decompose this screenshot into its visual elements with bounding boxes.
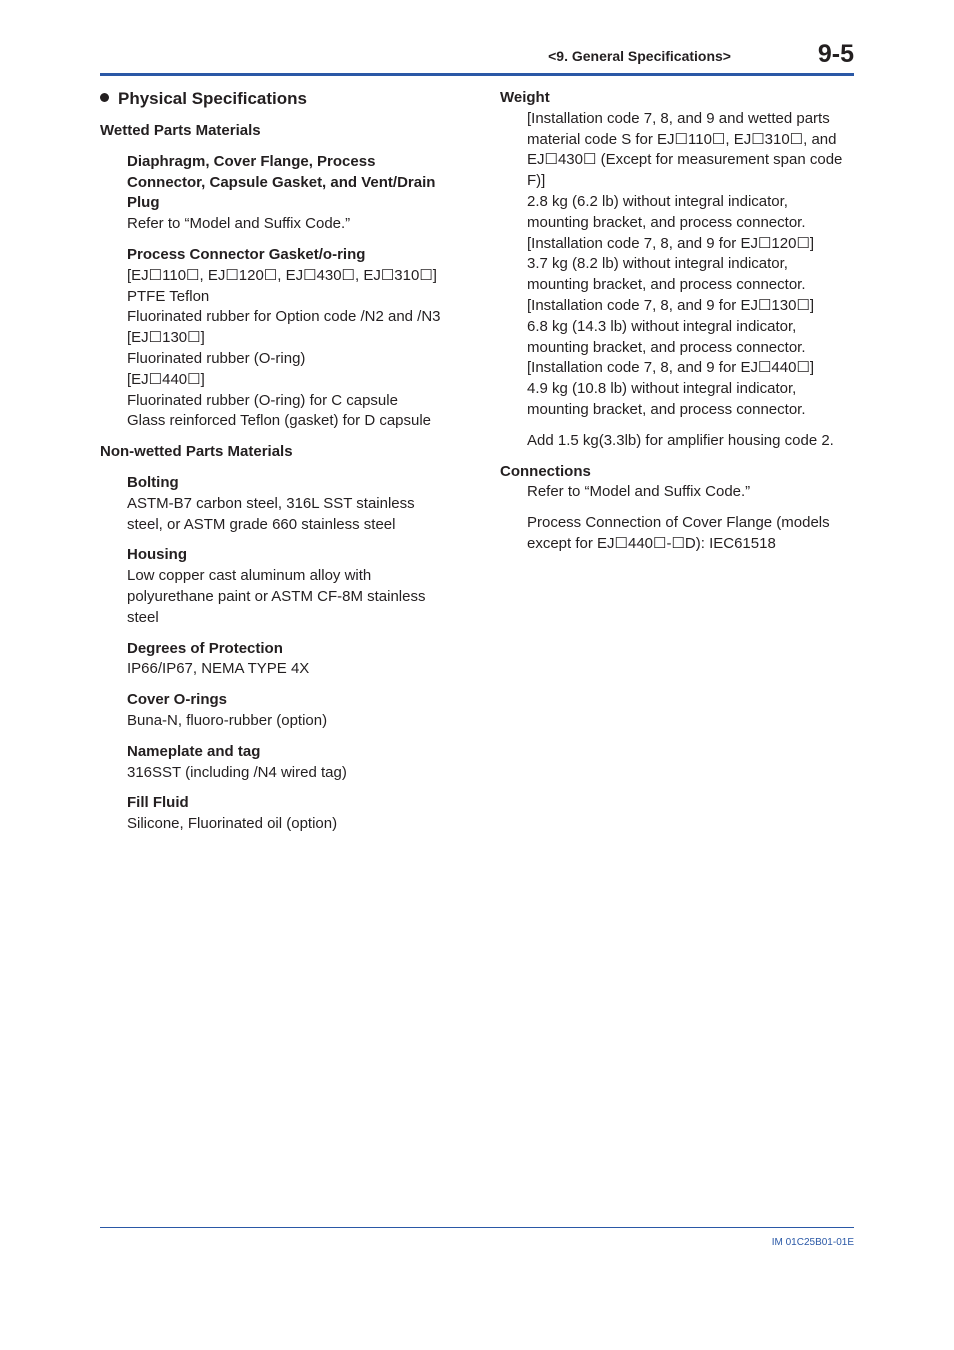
connections-text: Refer to “Model and Suffix Code.” <box>527 483 751 501</box>
spec-item-text: Glass reinforced Teflon (gasket) for D capsule <box>127 412 432 430</box>
spec-item-fill-fluid <box>100 793 460 835</box>
weight-line: [Installation code 7, 8, and 9 for EJ☐440☐] <box>527 359 815 377</box>
spec-item-text: [EJ☐130☐] <box>127 329 205 347</box>
spec-item-text: Refer to “Model and Suffix Code.” <box>127 215 351 233</box>
spec-item-title: Diaphragm, Cover Flange, Process <box>127 152 376 170</box>
bullet-icon <box>100 93 109 102</box>
spec-item-text: Fluorinated rubber (O-ring) for C capsule <box>127 391 398 409</box>
spec-item-text: 316SST (including /N4 wired tag) <box>127 763 347 781</box>
spec-item-title: Fill Fluid <box>127 794 189 812</box>
weight-line: 4.9 kg (10.8 lb) without integral indicator, <box>527 380 797 398</box>
weight-line: 3.7 kg (8.2 lb) without integral indicator, <box>527 255 788 273</box>
spec-item-bolting <box>100 473 460 535</box>
spec-item-protection <box>100 639 460 681</box>
weight-line: [Installation code 7, 8, and 9 for EJ☐130☐] <box>527 296 815 314</box>
weight-note: Add 1.5 kg(3.3lb) for amplifier housing code 2. <box>527 431 834 449</box>
weight-line: mounting bracket, and process connector. <box>527 338 806 356</box>
spec-item-text: Fluorinated rubber for Option code /N2 and /N3 <box>127 308 441 326</box>
weight-line: mounting bracket, and process connector. <box>527 400 806 418</box>
connections-line: Process Connection of Cover Flange (models <box>527 514 830 532</box>
weight-line: F)] <box>527 172 546 190</box>
weight-line: material code S for EJ☐110☐, EJ☐310☐, and <box>527 130 837 148</box>
spec-item-text: Low copper cast aluminum alloy with <box>127 567 372 585</box>
weight-line: EJ☐430☐ (Except for measurement span code <box>527 151 843 169</box>
footer-rule <box>100 1227 854 1228</box>
spec-item-text: steel <box>127 608 159 626</box>
weight-line: mounting bracket, and process connector. <box>527 213 806 231</box>
spec-item-text: steel, or ASTM grade 660 stainless steel <box>127 515 396 533</box>
spec-item-text: [EJ☐440☐] <box>127 370 205 388</box>
spec-item-text: PTFE Teflon <box>127 287 210 305</box>
non-wetted-parts-title: Non-wetted Parts Materials <box>100 443 293 461</box>
weight-text <box>500 109 858 421</box>
spec-item-title: Nameplate and tag <box>127 742 261 760</box>
spec-item-text: polyurethane paint or ASTM CF-8M stainless <box>127 587 426 605</box>
spec-item-text: Fluorinated rubber (O-ring) <box>127 349 306 367</box>
wetted-parts-title: Wetted Parts Materials <box>100 122 261 139</box>
weight-title: Weight <box>500 89 550 106</box>
weight-line: 6.8 kg (14.3 lb) without integral indicator, <box>527 317 797 335</box>
spec-item-text: Silicone, Fluorinated oil (option) <box>127 815 338 833</box>
connections-title: Connections <box>500 462 591 480</box>
spec-item-title: Housing <box>127 546 187 564</box>
spec-item-text: [EJ☐110☐, EJ☐120☐, EJ☐430☐, EJ☐310☐] <box>127 266 437 284</box>
spec-item-text: IP66/IP67, NEMA TYPE 4X <box>127 660 310 678</box>
section-title: Physical Specifications <box>100 88 460 110</box>
weight-line: 2.8 kg (6.2 lb) without integral indicator, <box>527 192 788 210</box>
spec-item-housing <box>100 545 460 628</box>
page-number: 9-5 <box>817 40 854 68</box>
weight-line: mounting bracket, and process connector. <box>527 276 806 294</box>
left-column <box>100 88 460 845</box>
spec-item-gasket <box>100 245 460 432</box>
weight-line: [Installation code 7, 8, and 9 and wetted parts <box>527 109 830 127</box>
spec-item-text: Buna-N, fluoro-rubber (option) <box>127 711 328 729</box>
document-id: IM 01C25B01-01E <box>771 1237 854 1248</box>
spec-item-title: Degrees of Protection <box>127 639 283 657</box>
spec-item-title: Connector, Capsule Gasket, and Vent/Drain <box>127 173 436 191</box>
spec-item-text: ASTM-B7 carbon steel, 316L SST stainless <box>127 494 415 512</box>
spec-item-nameplate <box>100 742 460 784</box>
header-rule <box>100 73 854 76</box>
right-column <box>500 88 858 565</box>
spec-item-title: Plug <box>127 194 160 212</box>
spec-item-cover-orings <box>100 690 460 732</box>
spec-item-title: Process Connector Gasket/o-ring <box>127 245 366 263</box>
connections-cover-flange <box>500 513 858 555</box>
spec-item-diaphragm <box>100 152 460 235</box>
spec-item-title: Bolting <box>127 473 179 491</box>
header-chapter: <9. General Specifications> <box>548 48 731 64</box>
weight-line: [Installation code 7, 8, and 9 for EJ☐120☐] <box>527 234 815 252</box>
spec-item-title: Cover O-rings <box>127 691 228 709</box>
connections-line: except for EJ☐440☐-☐D): IEC61518 <box>527 534 776 552</box>
